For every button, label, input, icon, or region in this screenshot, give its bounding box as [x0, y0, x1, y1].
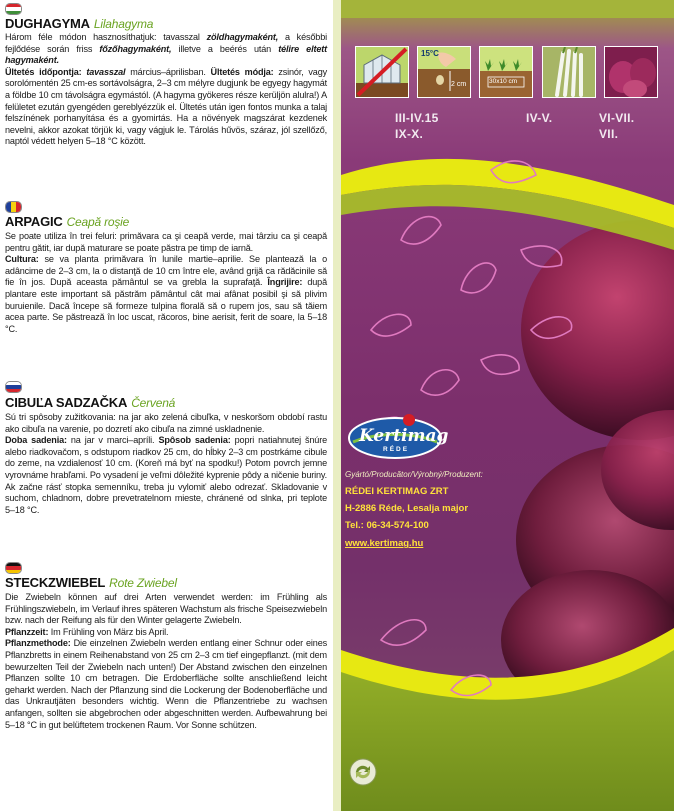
hu-subtitle: Lilahagyma	[93, 17, 154, 31]
de-planting-time: Pflanzzeit: Im Frühling von März bis April.	[5, 626, 169, 637]
sowing-depth-icon	[417, 46, 471, 98]
sk-text	[5, 412, 327, 516]
fold-stripe	[333, 0, 341, 811]
logo-name: Kertimag	[359, 426, 449, 446]
producer-website[interactable]: www.kertimag.hu	[345, 538, 424, 549]
de-subtitle: Rote Zwiebel	[109, 576, 177, 590]
hu-usage: Három féle módon hasznosíthatjuk: tavasszal zöldhagymaként, a későbbi fejlődése során friss főzőhagymaként, illetve a beérés után télire eltett hagymaként.	[5, 32, 327, 66]
instructions-column	[0, 0, 333, 811]
green-onion-icon	[542, 46, 596, 98]
top-band	[341, 0, 674, 18]
harvest-bulb-period-2: VII.	[599, 127, 619, 141]
de-title: STECKZWIEBEL	[5, 575, 106, 590]
ro-usage: Se poate utiliza în trei feluri: primăvara ca şi ceapă verde, mai târziu ca şi ceapă pentru gătit, iar după maturare se poate păstra pe timp de iarnă.	[5, 231, 327, 253]
de-text	[5, 592, 327, 731]
recycle-icon	[349, 758, 377, 786]
sk-usage: Sú tri spôsoby zužitkovania: na jar ako zelená cibuľka, v neskoršom období rastu ako cibuľa na varenie, po dozretí ako cibuľa na zimné uskladnenie.	[5, 412, 327, 434]
sk-title: CIBUĽA SADZAČKA	[5, 395, 128, 410]
de-planting-method: Pflanzmethode: Die einzelnen Zwiebeln werden entlang einer Schnur oder eines Pflanzbretts in einem Reihenabstand von 25 cm 2–3 cm tief eingepflanzt. (mit dem bewurzelten Teil der Zwiebeln nach unten!) Der Abstand zwischen den einzelnen Pflanzen sollte 10 cm betragen. Die Erdoberfläche sollte anschließend leicht geharkt werden. Nach der Pflanzung sind die Lockerung der Bodenoberfläche und das Unkrautjäten besonders wichtig. Wenn die Pflanzentriebe zu wachsen anfangen, sollten sie abgebrochen oder abgeschnitten werden. Aufbewahrung bei 5–18 °C in gut belüftetem trockenen Raum. Vor Sonne schützen.	[5, 638, 327, 730]
hungarian-flag-icon	[5, 3, 22, 15]
sk-subtitle: Červená	[131, 396, 176, 410]
de-heading	[5, 575, 177, 590]
sk-planting: Doba sadenia: na jar v marci–apríli. Spôsob sadenia: popri natiahnutej šnúre alebo riadkovačom, s odstupom riadkov 25 cm, do hĺbky 2–3 cm postrkáme cibule do zeme, na vzdialenosť 10 cm. (Koreň má byť na spodku!) Potom povrch jemne vyrovnáme hrabľami. Po vysadení je veľmi dôležité kyprenie pôdy a ničenie buriny. Ak začne rásť stopka semenníku, treba ju vylomiť alebo odrezať. Skladovanie v suchom, chladnom, dobre prevetratelnom mieste, chránené od slnka, pri teplote 5–18 °C.	[5, 435, 327, 515]
planting-period-spring: III-IV.15	[395, 111, 439, 125]
ro-subtitle: Ceapă roşie	[66, 215, 130, 229]
hu-title: DUGHAGYMA	[5, 16, 90, 31]
hu-heading	[5, 16, 153, 31]
hu-text	[5, 32, 327, 148]
logo-town: RÉDE	[383, 446, 410, 453]
producer-company: RÉDEI KERTIMAG ZRT	[345, 486, 449, 497]
spacing-icon	[479, 46, 533, 98]
hu-planting: Ültetés időpontja: tavasszal március–áprilisban. Ültetés módja: zsinór, vagy sorolómentén 25 cm-es sortávolságra, 2–3 cm mélyre dugjunk be egyegy hagymát a földbe 10 cm távolságra egymástól. (A hagyma gyökeres része kerüljön alulra!) A felületet ezután gyengéden gereblyézzük el. Ültetés után igen fontos munka a talaj felszínének porhanyítása és a gyomirtás. Ha a növények magszárat kezdenek nevelni, akkor azokat törjük ki, vagy vágjuk le. Tárolás hűvös, száraz, jól szellőző, naptól védett helyen 5–18 °C között.	[5, 66, 328, 147]
spacing-label: 30x10 cm	[489, 78, 518, 85]
ro-culture: Cultura: se va planta primăvara în lunile martie–aprilie. Se plantează la o adâncime de 2–3 cm, la o distanţă de 10 cm între ele, având grijă ca rădăcinile să fie în jos. După aceasta pământul se va grebla la suprafaţă. Îngrijire: după plantare este important să păstrăm pământul cât mai afânat posibil şi să plivim buruienile. Dacă începe să formeze tulpina florală să o rupem jos, sau să tăiem acea parte. Se păstrează în loc uscat, răcoros, bine aerisit, ferit de soare, la 5–18 °C.	[5, 254, 327, 334]
sk-heading	[5, 395, 175, 410]
harvest-green-period: IV-V.	[526, 111, 553, 125]
product-panel	[341, 0, 674, 811]
ro-title: ARPAGIC	[5, 214, 63, 229]
planting-period-autumn: IX-X.	[395, 127, 424, 141]
greenhouse-crossed-icon	[355, 46, 409, 98]
ro-heading	[5, 214, 129, 229]
producer-address: H-2886 Réde, Lesalja major	[345, 503, 469, 514]
german-flag-icon	[5, 562, 22, 574]
romanian-flag-icon	[5, 201, 22, 213]
kertimag-logo	[347, 412, 449, 460]
onion-large	[521, 220, 674, 440]
red-onion-icon	[604, 46, 658, 98]
de-usage: Die Zwiebeln können auf drei Arten verwendet werden: im Frühling als Frühlingszwiebeln, im Verlauf ihres späteren Wachstum als frische Speisezwiebeln bzw. nach der Reifung als für den Winter gelagerte Zwiebeln.	[5, 592, 327, 626]
harvest-bulb-period: VI-VII.	[599, 111, 635, 125]
depth-label: 2 cm	[451, 81, 467, 88]
producer-label: Gyártó/Producător/Výrobný/Produzent:	[345, 470, 483, 479]
ro-text	[5, 231, 327, 335]
soil-temp-label: 15°C	[421, 49, 439, 58]
producer-phone: Tel.: 06-34-574-100	[345, 520, 429, 531]
slovak-flag-icon	[5, 381, 22, 393]
